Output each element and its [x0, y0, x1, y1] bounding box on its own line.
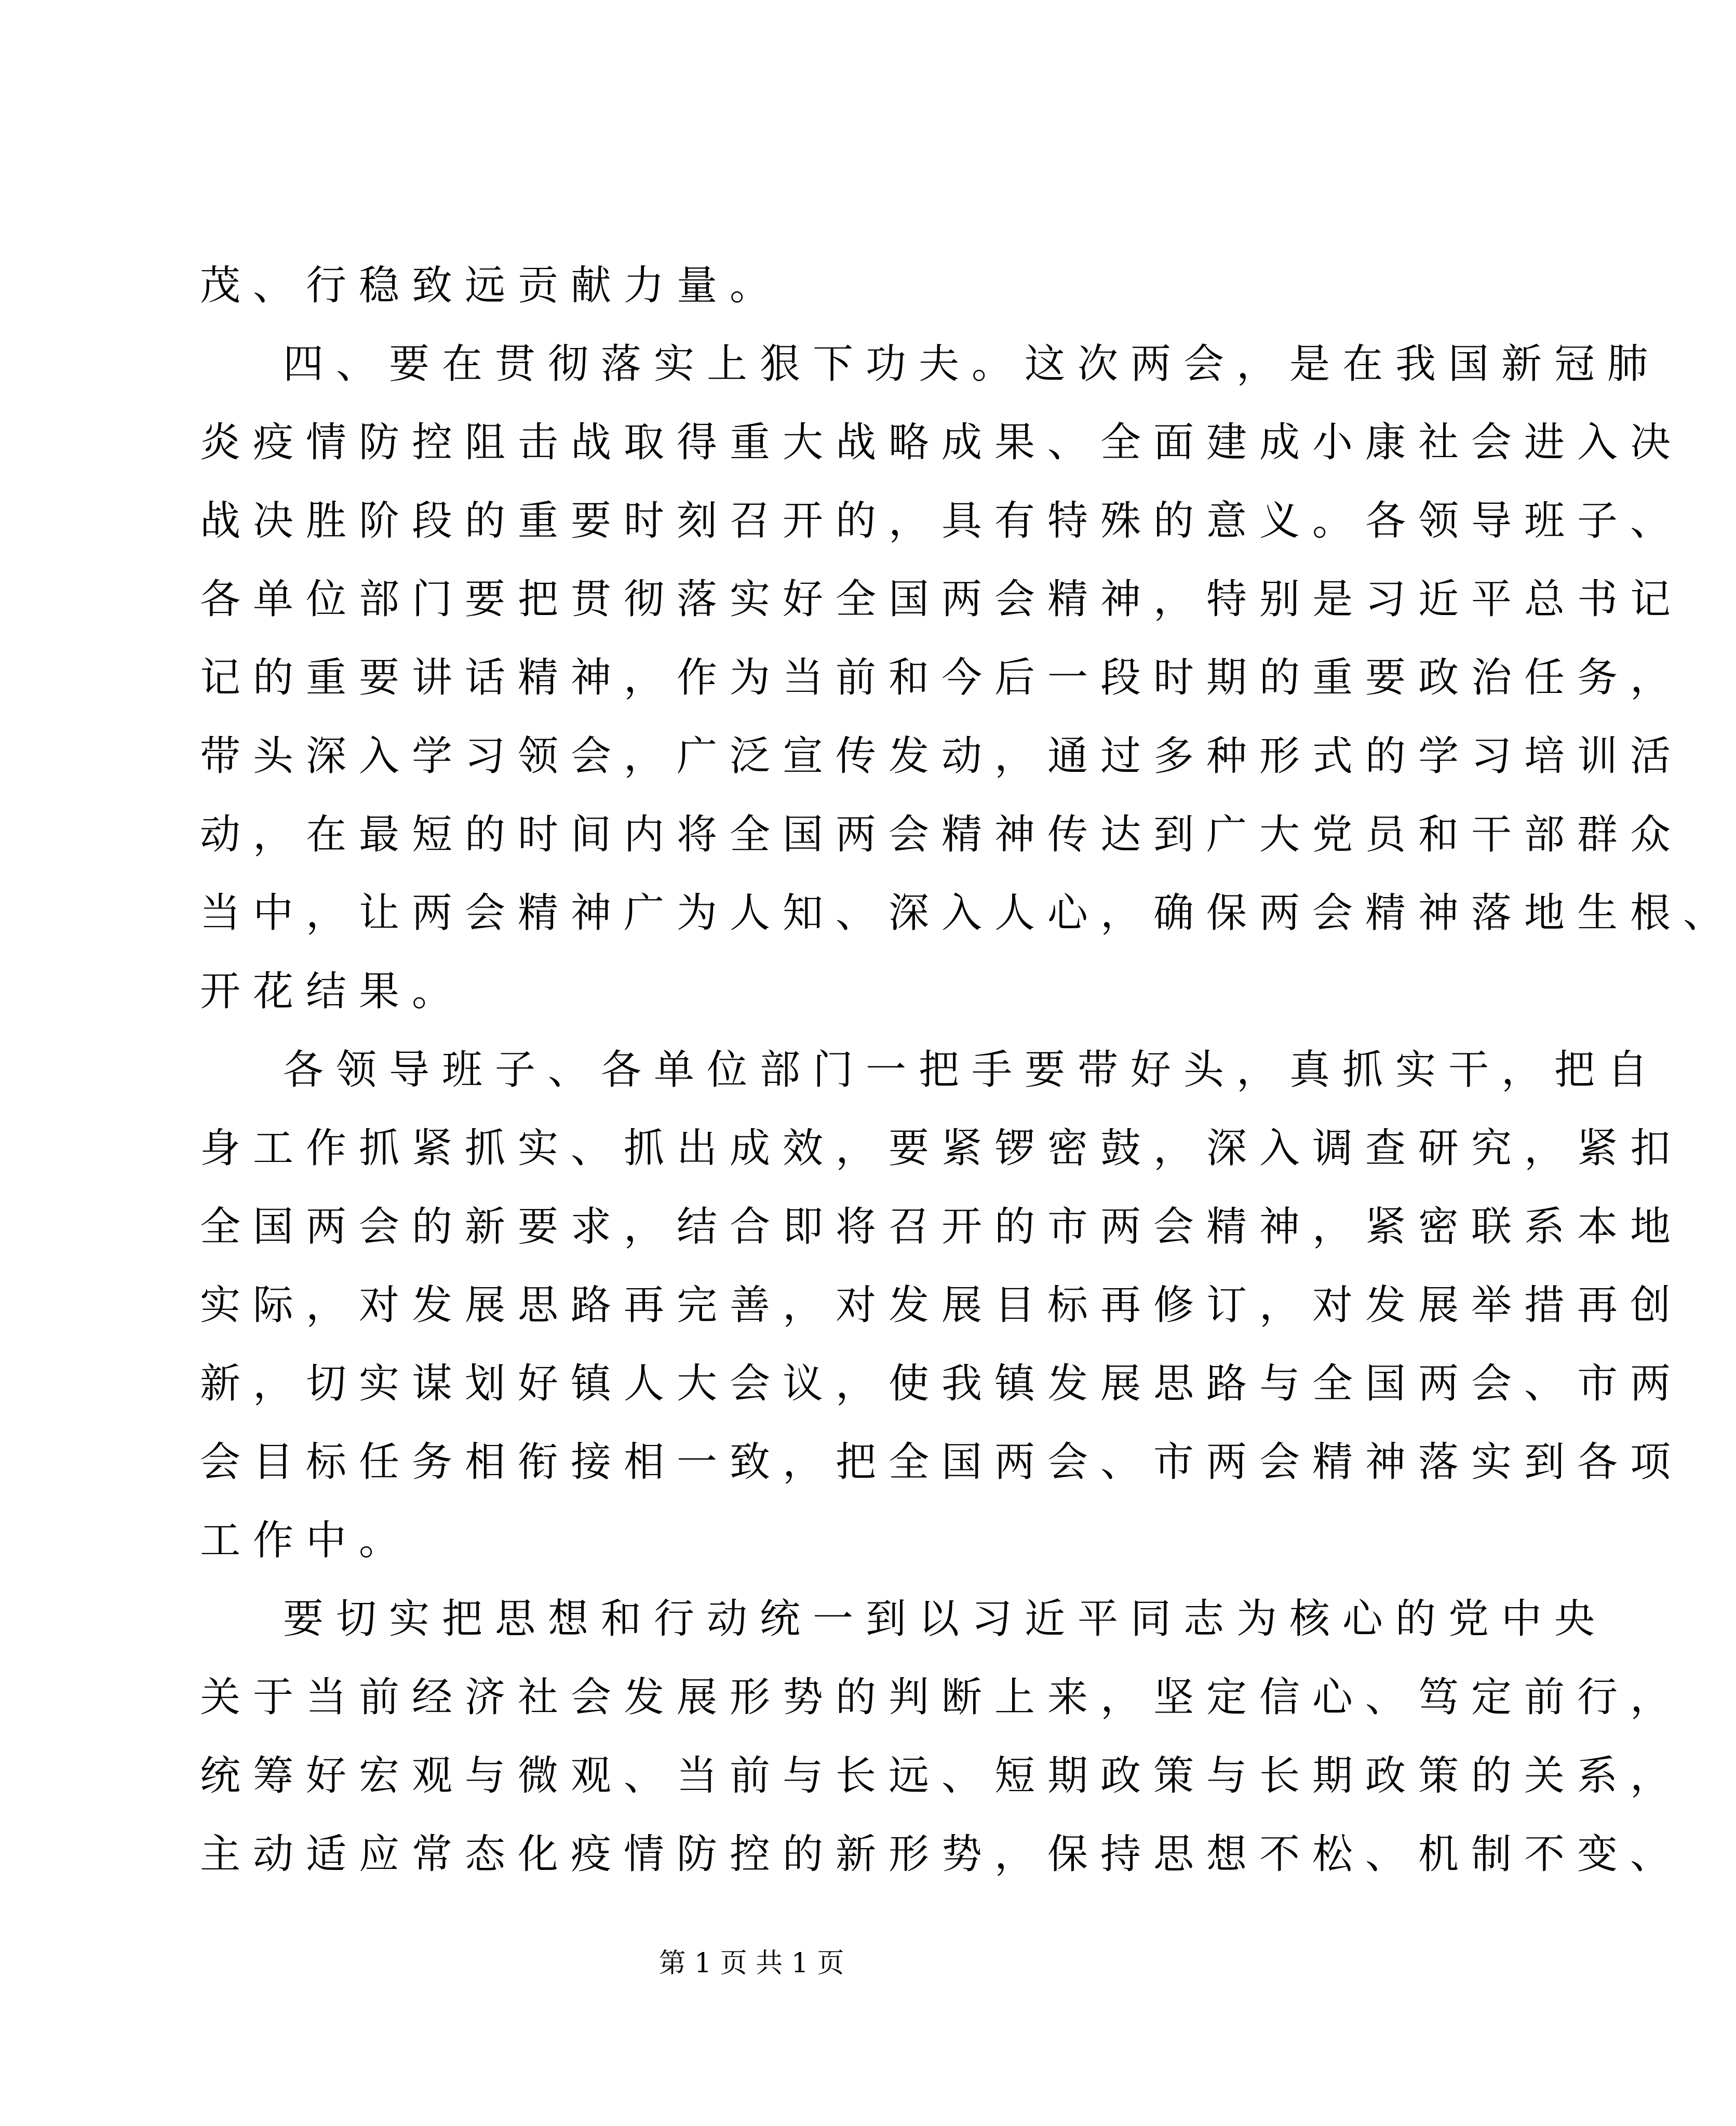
- text-line: 炎疫情防控阻击战取得重大战略成果、全面建成小康社会进入决: [200, 419, 1684, 466]
- text-line: 各领导班子、各单位部门一把手要带好头，真抓实干，把自: [283, 1047, 1661, 1093]
- text-line: 当中，让两会精神广为人知、深入人心，确保两会精神落地生根、: [200, 890, 1736, 937]
- paragraph-3: [200, 1031, 1684, 1580]
- text-line: 动，在最短的时间内将全国两会精神传达到广大党员和干部群众: [200, 811, 1684, 858]
- text-line: 带头深入学习领会，广泛宣传发动，通过多种形式的学习培训活: [200, 733, 1684, 780]
- text-line: 关于当前经济社会发展形势的判断上来，坚定信心、笃定前行，: [200, 1674, 1684, 1721]
- text-line: 新，切实谋划好镇人大会议，使我镇发展思路与全国两会、市两: [200, 1360, 1684, 1407]
- text-line: 战决胜阶段的重要时刻召开的，具有特殊的意义。各领导班子、: [200, 498, 1684, 544]
- text-line: 实际，对发展思路再完善，对发展目标再修订，对发展举措再创: [200, 1282, 1684, 1329]
- text-line: 统筹好宏观与微观、当前与长远、短期政策与长期政策的关系，: [200, 1753, 1684, 1799]
- page-footer: 第 1 页 共 1 页: [658, 1948, 844, 1979]
- text-line: 会目标任务相衔接相一致，把全国两会、市两会精神落实到各项: [200, 1439, 1684, 1486]
- document-body: [200, 247, 1736, 1894]
- text-line: 主动适应常态化疫情防控的新形势，保持思想不松、机制不变、: [200, 1831, 1684, 1878]
- text-line: 工作中。: [200, 1517, 412, 1564]
- text-line: 要切实把思想和行动统一到以习近平同志为核心的党中央: [283, 1596, 1608, 1642]
- paragraph-1: [200, 247, 1332, 325]
- paragraph-2: [200, 325, 1736, 1031]
- text-line: 开花结果。: [200, 968, 465, 1015]
- text-line: 各单位部门要把贯彻落实好全国两会精神，特别是习近平总书记: [200, 576, 1684, 623]
- text-line: 记的重要讲话精神，作为当前和今后一段时期的重要政治任务，: [200, 654, 1684, 701]
- text-line: 身工作抓紧抓实、抓出成效，要紧锣密鼓，深入调查研究，紧扣: [200, 1125, 1684, 1172]
- paragraph-4: [200, 1580, 1684, 1894]
- text-line: 四、要在贯彻落实上狠下功夫。这次两会，是在我国新冠肺: [283, 341, 1661, 387]
- text-line: 茂、行稳致远贡献力量。: [200, 262, 783, 309]
- text-line: 全国两会的新要求，结合即将召开的市两会精神，紧密联系本地: [200, 1204, 1684, 1250]
